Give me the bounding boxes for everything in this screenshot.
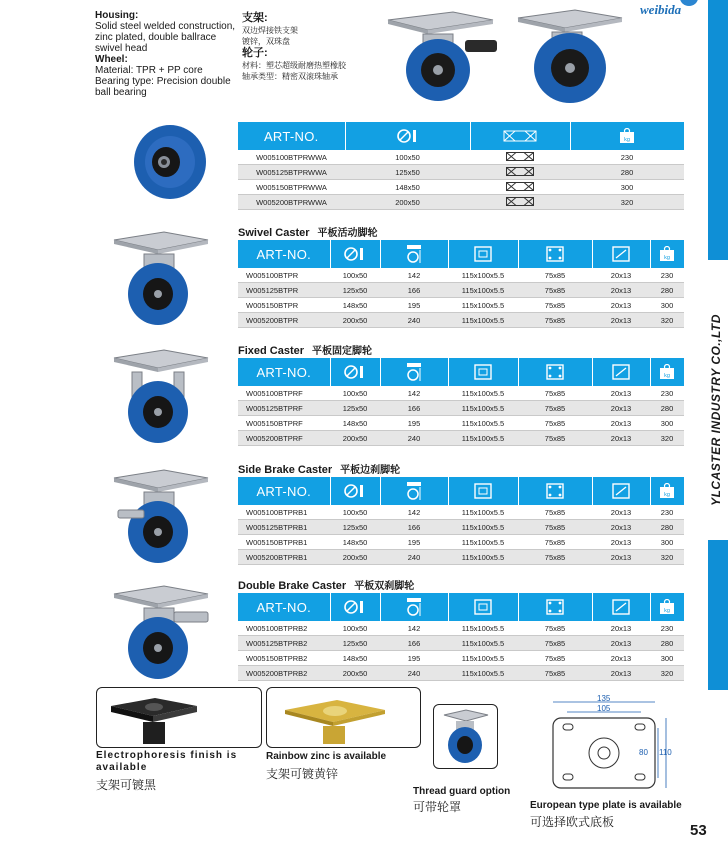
table-cell: 125x50 (330, 283, 380, 298)
table-cell: 75x85 (518, 520, 592, 535)
european-plate-diagram (535, 692, 675, 802)
table-row (238, 268, 684, 283)
table-row (238, 651, 684, 666)
load-capacity-icon (650, 358, 684, 386)
thread-guard-image (433, 704, 498, 769)
table-cell: 115x100x5.5 (448, 636, 518, 651)
table-cell: 240 (380, 313, 448, 328)
table-cell: W005100BTPRF (238, 386, 330, 401)
table-cell: 20x13 (592, 535, 650, 550)
svg-text:kg: kg (624, 136, 630, 143)
wheel-dimension-icon (330, 358, 380, 386)
table-cell: 280 (650, 520, 684, 535)
option-electrophoresis-en: Electrophoresis finish is available (96, 750, 238, 773)
table-cell: 195 (380, 298, 448, 313)
load-capacity-icon (570, 122, 684, 150)
table-row (238, 636, 684, 651)
brand-logo-icon (680, 0, 698, 6)
table-cell: 115x100x5.5 (448, 431, 518, 446)
hole-symbol-icon (470, 165, 570, 180)
art-no-header: ART-NO. (238, 358, 330, 386)
table-cell: W005100BTPRB2 (238, 621, 330, 636)
bolt-hole-icon (592, 593, 650, 621)
table-cell: 148x50 (330, 535, 380, 550)
hole-spacing-icon (518, 477, 592, 505)
table-cell: 75x85 (518, 636, 592, 651)
spec-bearing: Bearing type: Precision double ball bearing (95, 76, 231, 98)
table-cell: 320 (650, 550, 684, 565)
table-cell: 280 (570, 165, 684, 180)
option-european-plate-en: European type plate is available (530, 800, 682, 811)
table-row (238, 416, 684, 431)
table-cell: 195 (380, 651, 448, 666)
table-cell: 75x85 (518, 268, 592, 283)
side-band-top (708, 0, 728, 260)
wheel-spec-table (238, 122, 685, 210)
side-brake-caster-image (108, 462, 213, 571)
table-cell: W005200BTPRF (238, 431, 330, 446)
wheel-dimension-icon (330, 477, 380, 505)
hole-size-icon (470, 122, 570, 150)
table-row (238, 520, 684, 535)
option-thread-guard-cn: 可带轮罩 (413, 800, 462, 814)
table-cell: 230 (650, 268, 684, 283)
table-cell: W005125BTPRWWA (238, 165, 345, 180)
swivel-caster-image (108, 224, 213, 333)
table-cell: 115x100x5.5 (448, 505, 518, 520)
table-cell: W005200BTPRB1 (238, 550, 330, 565)
table-cell: 115x100x5.5 (448, 401, 518, 416)
table-cell: 20x13 (592, 550, 650, 565)
table-row (238, 195, 684, 210)
table-cell: 115x100x5.5 (448, 416, 518, 431)
table-cell: 75x85 (518, 535, 592, 550)
table-cell: W005150BTPRB2 (238, 651, 330, 666)
table-cell: 100x50 (330, 386, 380, 401)
table-cell: 148x50 (330, 651, 380, 666)
table-cell: 240 (380, 431, 448, 446)
table-row (238, 165, 684, 180)
load-capacity-icon (650, 477, 684, 505)
wheel-dimension-icon (345, 122, 470, 150)
table-cell: 230 (570, 150, 684, 165)
table-cell: 20x13 (592, 401, 650, 416)
hole-spacing-icon (518, 358, 592, 386)
spec-english (95, 10, 238, 98)
brand-name: weibida (640, 2, 682, 17)
table-cell: 100x50 (330, 268, 380, 283)
table-cell: 75x85 (518, 651, 592, 666)
table-cell: W005125BTPRB2 (238, 636, 330, 651)
load-capacity-icon (650, 593, 684, 621)
plate-size-icon (448, 593, 518, 621)
table-cell: 100x50 (330, 505, 380, 520)
table-cell: 200x50 (330, 313, 380, 328)
table-cell: 20x13 (592, 386, 650, 401)
table-row (238, 150, 684, 165)
table-cell: 195 (380, 416, 448, 431)
table-cell: 115x100x5.5 (448, 283, 518, 298)
table-cell: 20x13 (592, 313, 650, 328)
table-cell: 230 (650, 505, 684, 520)
spec-wheel: Wheel: Material: TPR + PP core (95, 54, 203, 76)
table-cell: 148x50 (330, 298, 380, 313)
table-cell: W005100BTPR (238, 268, 330, 283)
fixed-section-title: Fixed Caster 平板固定脚轮 (238, 345, 373, 357)
rainbow-zinc-image (266, 687, 421, 748)
load-capacity-icon (650, 240, 684, 268)
table-cell: 200x50 (345, 195, 470, 210)
hole-spacing-icon (518, 240, 592, 268)
option-rainbow-zinc-en: Rainbow zinc is available (266, 751, 387, 762)
header-double-brake-caster-image (510, 4, 630, 106)
plate-width-inner: 105 (597, 704, 611, 713)
table-cell: W005200BTPR (238, 313, 330, 328)
art-no-header: ART-NO. (238, 240, 330, 268)
table-cell: 230 (650, 386, 684, 401)
hole-symbol-icon (470, 195, 570, 210)
table-row (238, 505, 684, 520)
table-cell: W005150BTPRWWA (238, 180, 345, 195)
table-cell: 75x85 (518, 283, 592, 298)
company-name: YLCASTER INDUSTRY CO.,LTD (709, 314, 723, 506)
table-cell: 320 (570, 195, 684, 210)
table-cell: 115x100x5.5 (448, 535, 518, 550)
table-cell: 125x50 (345, 165, 470, 180)
table-cell: 75x85 (518, 666, 592, 681)
table-cell: 75x85 (518, 313, 592, 328)
table-cell: 115x100x5.5 (448, 666, 518, 681)
overall-height-icon (380, 477, 448, 505)
wheel-dimension-icon (330, 240, 380, 268)
table-row (238, 386, 684, 401)
table-cell: 75x85 (518, 505, 592, 520)
plate-size-icon (448, 477, 518, 505)
svg-text:kg: kg (664, 491, 670, 498)
option-european-plate-cn: 可选择欧式底板 (530, 815, 615, 829)
table-cell: 142 (380, 505, 448, 520)
spec-chinese: 支架: 双边焊接铁支架 镀锌，双珠盘 轮子: 材料：塑芯超级耐磨热塑橡胶 轴承类型：精密双滚珠轴承 (242, 12, 346, 81)
table-row (238, 298, 684, 313)
table-cell: 320 (650, 431, 684, 446)
option-electrophoresis-cn: 支架可镀黑 (96, 778, 157, 792)
table-cell: 20x13 (592, 505, 650, 520)
fixed-spec-table (238, 358, 685, 446)
table-cell: W005100BTPRWWA (238, 150, 345, 165)
table-cell: W005200BTPRB2 (238, 666, 330, 681)
table-cell: 20x13 (592, 651, 650, 666)
table-cell: 75x85 (518, 298, 592, 313)
plate-height-inner: 80 (639, 748, 648, 757)
table-cell: 125x50 (330, 401, 380, 416)
overall-height-icon (380, 358, 448, 386)
bolt-hole-icon (592, 477, 650, 505)
side-brake-section-title: Side Brake Caster 平板边刹脚轮 (238, 464, 401, 476)
swivel-section-title: Swivel Caster 平板活动脚轮 (238, 227, 378, 239)
spec-housing: Housing: Solid steel welded construction, zinc plated, double ballrace swivel head (95, 10, 236, 54)
table-cell: 148x50 (345, 180, 470, 195)
table-cell: 280 (650, 283, 684, 298)
table-cell: 115x100x5.5 (448, 298, 518, 313)
hole-spacing-icon (518, 593, 592, 621)
overall-height-icon (380, 593, 448, 621)
table-cell: 20x13 (592, 520, 650, 535)
table-cell: 20x13 (592, 636, 650, 651)
table-cell: 166 (380, 283, 448, 298)
table-cell: W005125BTPR (238, 283, 330, 298)
table-cell: 142 (380, 386, 448, 401)
table-cell: 320 (650, 666, 684, 681)
art-no-header: ART-NO. (238, 122, 345, 150)
table-cell: W005150BTPRB1 (238, 535, 330, 550)
table-cell: 115x100x5.5 (448, 386, 518, 401)
table-cell: 320 (650, 313, 684, 328)
svg-text:kg: kg (664, 254, 670, 261)
option-rainbow-zinc-cn: 支架可镀黄锌 (266, 767, 339, 781)
header-brake-caster-image (383, 6, 508, 104)
table-cell: 20x13 (592, 283, 650, 298)
table-cell: 20x13 (592, 416, 650, 431)
plate-size-icon (448, 358, 518, 386)
table-cell: 142 (380, 621, 448, 636)
table-cell: 75x85 (518, 550, 592, 565)
table-cell: 300 (650, 651, 684, 666)
table-cell: 166 (380, 636, 448, 651)
table-cell: 115x100x5.5 (448, 550, 518, 565)
table-cell: 100x50 (345, 150, 470, 165)
table-cell: 200x50 (330, 550, 380, 565)
table-cell: 125x50 (330, 636, 380, 651)
table-cell: 195 (380, 535, 448, 550)
bolt-hole-icon (592, 240, 650, 268)
table-cell: W005150BTPR (238, 298, 330, 313)
table-cell: 20x13 (592, 621, 650, 636)
table-cell: 200x50 (330, 666, 380, 681)
table-cell: 300 (650, 298, 684, 313)
table-cell: 115x100x5.5 (448, 313, 518, 328)
double-brake-caster-image (108, 578, 213, 687)
overall-height-icon (380, 240, 448, 268)
table-cell: 20x13 (592, 431, 650, 446)
side-band-bottom (708, 540, 728, 690)
fixed-caster-image (108, 342, 213, 451)
table-cell: 280 (650, 636, 684, 651)
table-cell: 75x85 (518, 431, 592, 446)
table-cell: W005150BTPRF (238, 416, 330, 431)
table-cell: 20x13 (592, 298, 650, 313)
table-row (238, 431, 684, 446)
table-cell: 75x85 (518, 621, 592, 636)
table-row (238, 313, 684, 328)
table-cell: 230 (650, 621, 684, 636)
electrophoresis-image (96, 687, 262, 748)
table-cell: 300 (650, 535, 684, 550)
table-cell: W005125BTPRF (238, 401, 330, 416)
table-cell: 280 (650, 401, 684, 416)
table-cell: 115x100x5.5 (448, 651, 518, 666)
page-number: 53 (690, 822, 707, 839)
table-cell: 75x85 (518, 386, 592, 401)
art-no-header: ART-NO. (238, 477, 330, 505)
hole-symbol-icon (470, 150, 570, 165)
table-row (238, 283, 684, 298)
table-cell: 300 (570, 180, 684, 195)
option-thread-guard-en: Thread guard option (413, 786, 511, 797)
table-cell: 115x100x5.5 (448, 520, 518, 535)
table-cell: 240 (380, 550, 448, 565)
wheel-image (133, 124, 207, 200)
table-row (238, 535, 684, 550)
bolt-hole-icon (592, 358, 650, 386)
double-brake-section-title: Double Brake Caster 平板双刹脚轮 (238, 580, 415, 592)
table-cell: 240 (380, 666, 448, 681)
table-cell: 20x13 (592, 268, 650, 283)
double-brake-spec-table (238, 593, 685, 681)
svg-text:kg: kg (664, 607, 670, 614)
hole-symbol-icon (470, 180, 570, 195)
table-cell: W005100BTPRB1 (238, 505, 330, 520)
table-cell: 166 (380, 401, 448, 416)
table-cell: 20x13 (592, 666, 650, 681)
table-cell: 166 (380, 520, 448, 535)
table-cell: 100x50 (330, 621, 380, 636)
table-cell: 75x85 (518, 416, 592, 431)
table-cell: 148x50 (330, 416, 380, 431)
svg-text:kg: kg (664, 372, 670, 379)
table-row (238, 180, 684, 195)
table-row (238, 666, 684, 681)
table-row (238, 621, 684, 636)
plate-height-outer: 110 (659, 748, 672, 757)
art-no-header: ART-NO. (238, 593, 330, 621)
table-cell: 75x85 (518, 401, 592, 416)
table-cell: 142 (380, 268, 448, 283)
side-brake-spec-table (238, 477, 685, 565)
table-cell: 200x50 (330, 431, 380, 446)
table-cell: W005200BTPRWWA (238, 195, 345, 210)
table-cell: 115x100x5.5 (448, 621, 518, 636)
table-row (238, 401, 684, 416)
swivel-spec-table (238, 240, 685, 328)
plate-width-outer: 135 (597, 694, 611, 703)
table-cell: 115x100x5.5 (448, 268, 518, 283)
table-cell: 300 (650, 416, 684, 431)
wheel-dimension-icon (330, 593, 380, 621)
plate-size-icon (448, 240, 518, 268)
table-cell: 125x50 (330, 520, 380, 535)
table-cell: W005125BTPRB1 (238, 520, 330, 535)
table-row (238, 550, 684, 565)
